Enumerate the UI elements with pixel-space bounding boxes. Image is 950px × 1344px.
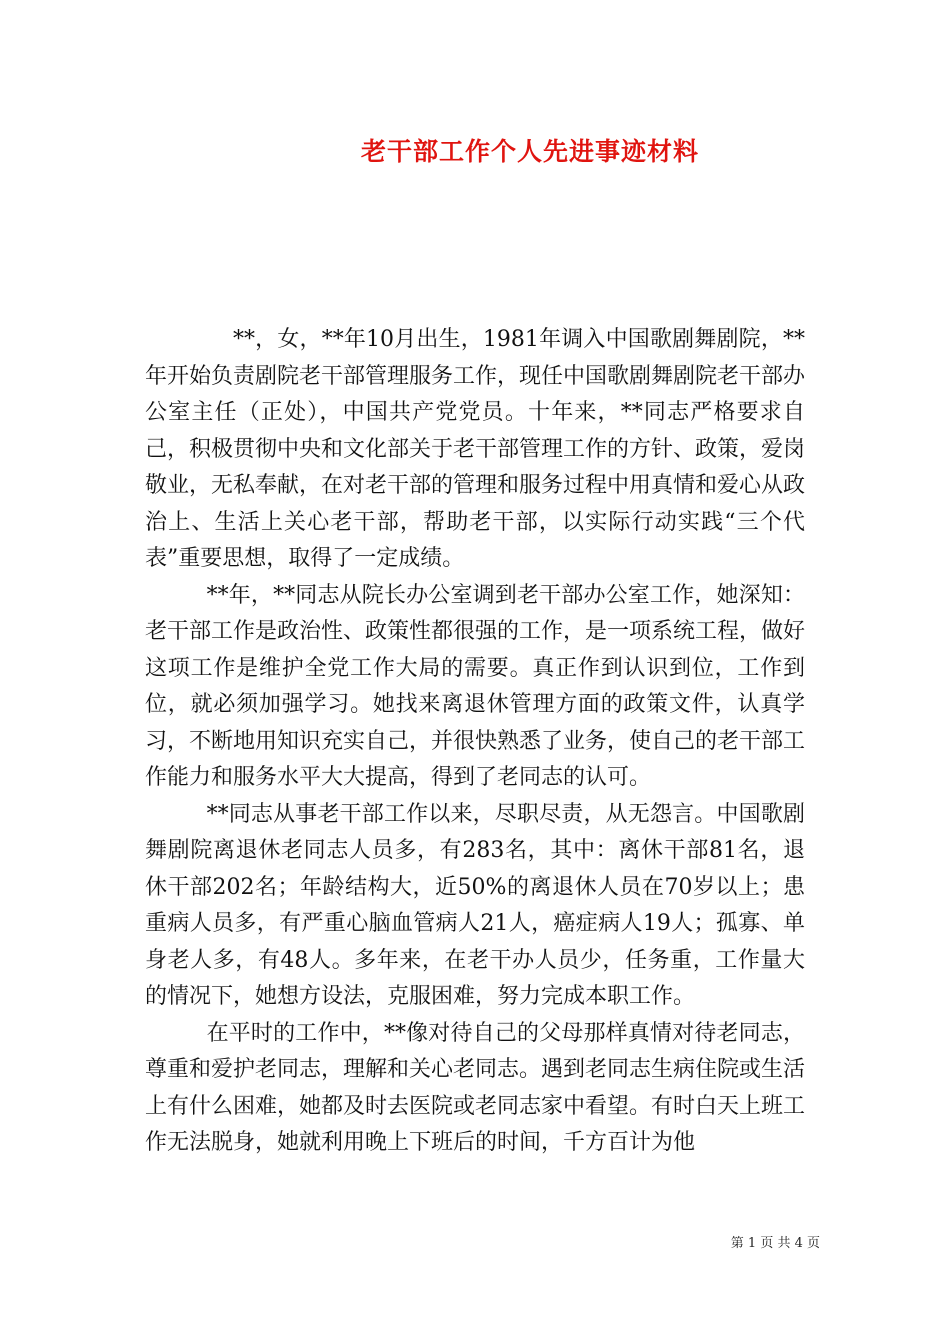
paragraph-2: **年，**同志从院长办公室调到老干部办公室工作，她深知：老干部工作是政治性、政策性都很强的工作，是一项系统工程，做好这项工作是维护全党工作大局的需要。真正作到认识到位，工作到位，就必须加强学习。她找来离退休管理方面的政策文件，认真学习，不断地用知识充实自己，并很快熟悉了业务，使自己的老干部工作能力和服务水平大大提高，得到了老同志的认可。 bbox=[145, 582, 806, 790]
page-number-footer: 第 1 页 共 4 页 bbox=[730, 1236, 820, 1251]
paragraph-4: 在平时的工作中，**像对待自己的父母那样真情对待老同志，尊重和爱护老同志，理解和关心老同志。遇到老同志生病住院或生活上有什么困难，她都及时去医院或老同志家中看望。有时白天上班工作无法脱身，她就利用晚上下班后的时间，千方百计为他 bbox=[145, 1020, 806, 1155]
document-title: 老干部工作个人先进事迹材料 bbox=[360, 137, 699, 166]
document-body bbox=[145, 322, 805, 1162]
paragraph-3: **同志从事老干部工作以来，尽职尽责，从无怨言。中国歌剧舞剧院离退休老同志人员多，有283名，其中：离休干部81名，退休干部202名；年龄结构大，近50%的离退休人员在70岁以上；患重病人员多，有严重心脑血管病人21人，癌症病人19人；孤寡、单身老人多，有48人。多年来，在老干办人员少，任务重，工作量大的情况下，她想方设法，克服困难，努力完成本职工作。 bbox=[145, 801, 805, 1009]
paragraph-1: **，女，**年10月出生，1981年调入中国歌剧舞剧院，**年开始负责剧院老干部管理服务工作，现任中国歌剧舞剧院老干部办公室主任（正处），中国共产党党员。十年来，**同志严格要求自己，积极贯彻中央和文化部关于老干部管理工作的方针、政策，爱岗敬业，无私奉献，在对老干部的管理和服务过程中用真情和爱心从政治上、生活上关心老干部，帮助老干部，以实际行动实践“三个代表”重要思想，取得了一定成绩。 bbox=[145, 327, 806, 571]
